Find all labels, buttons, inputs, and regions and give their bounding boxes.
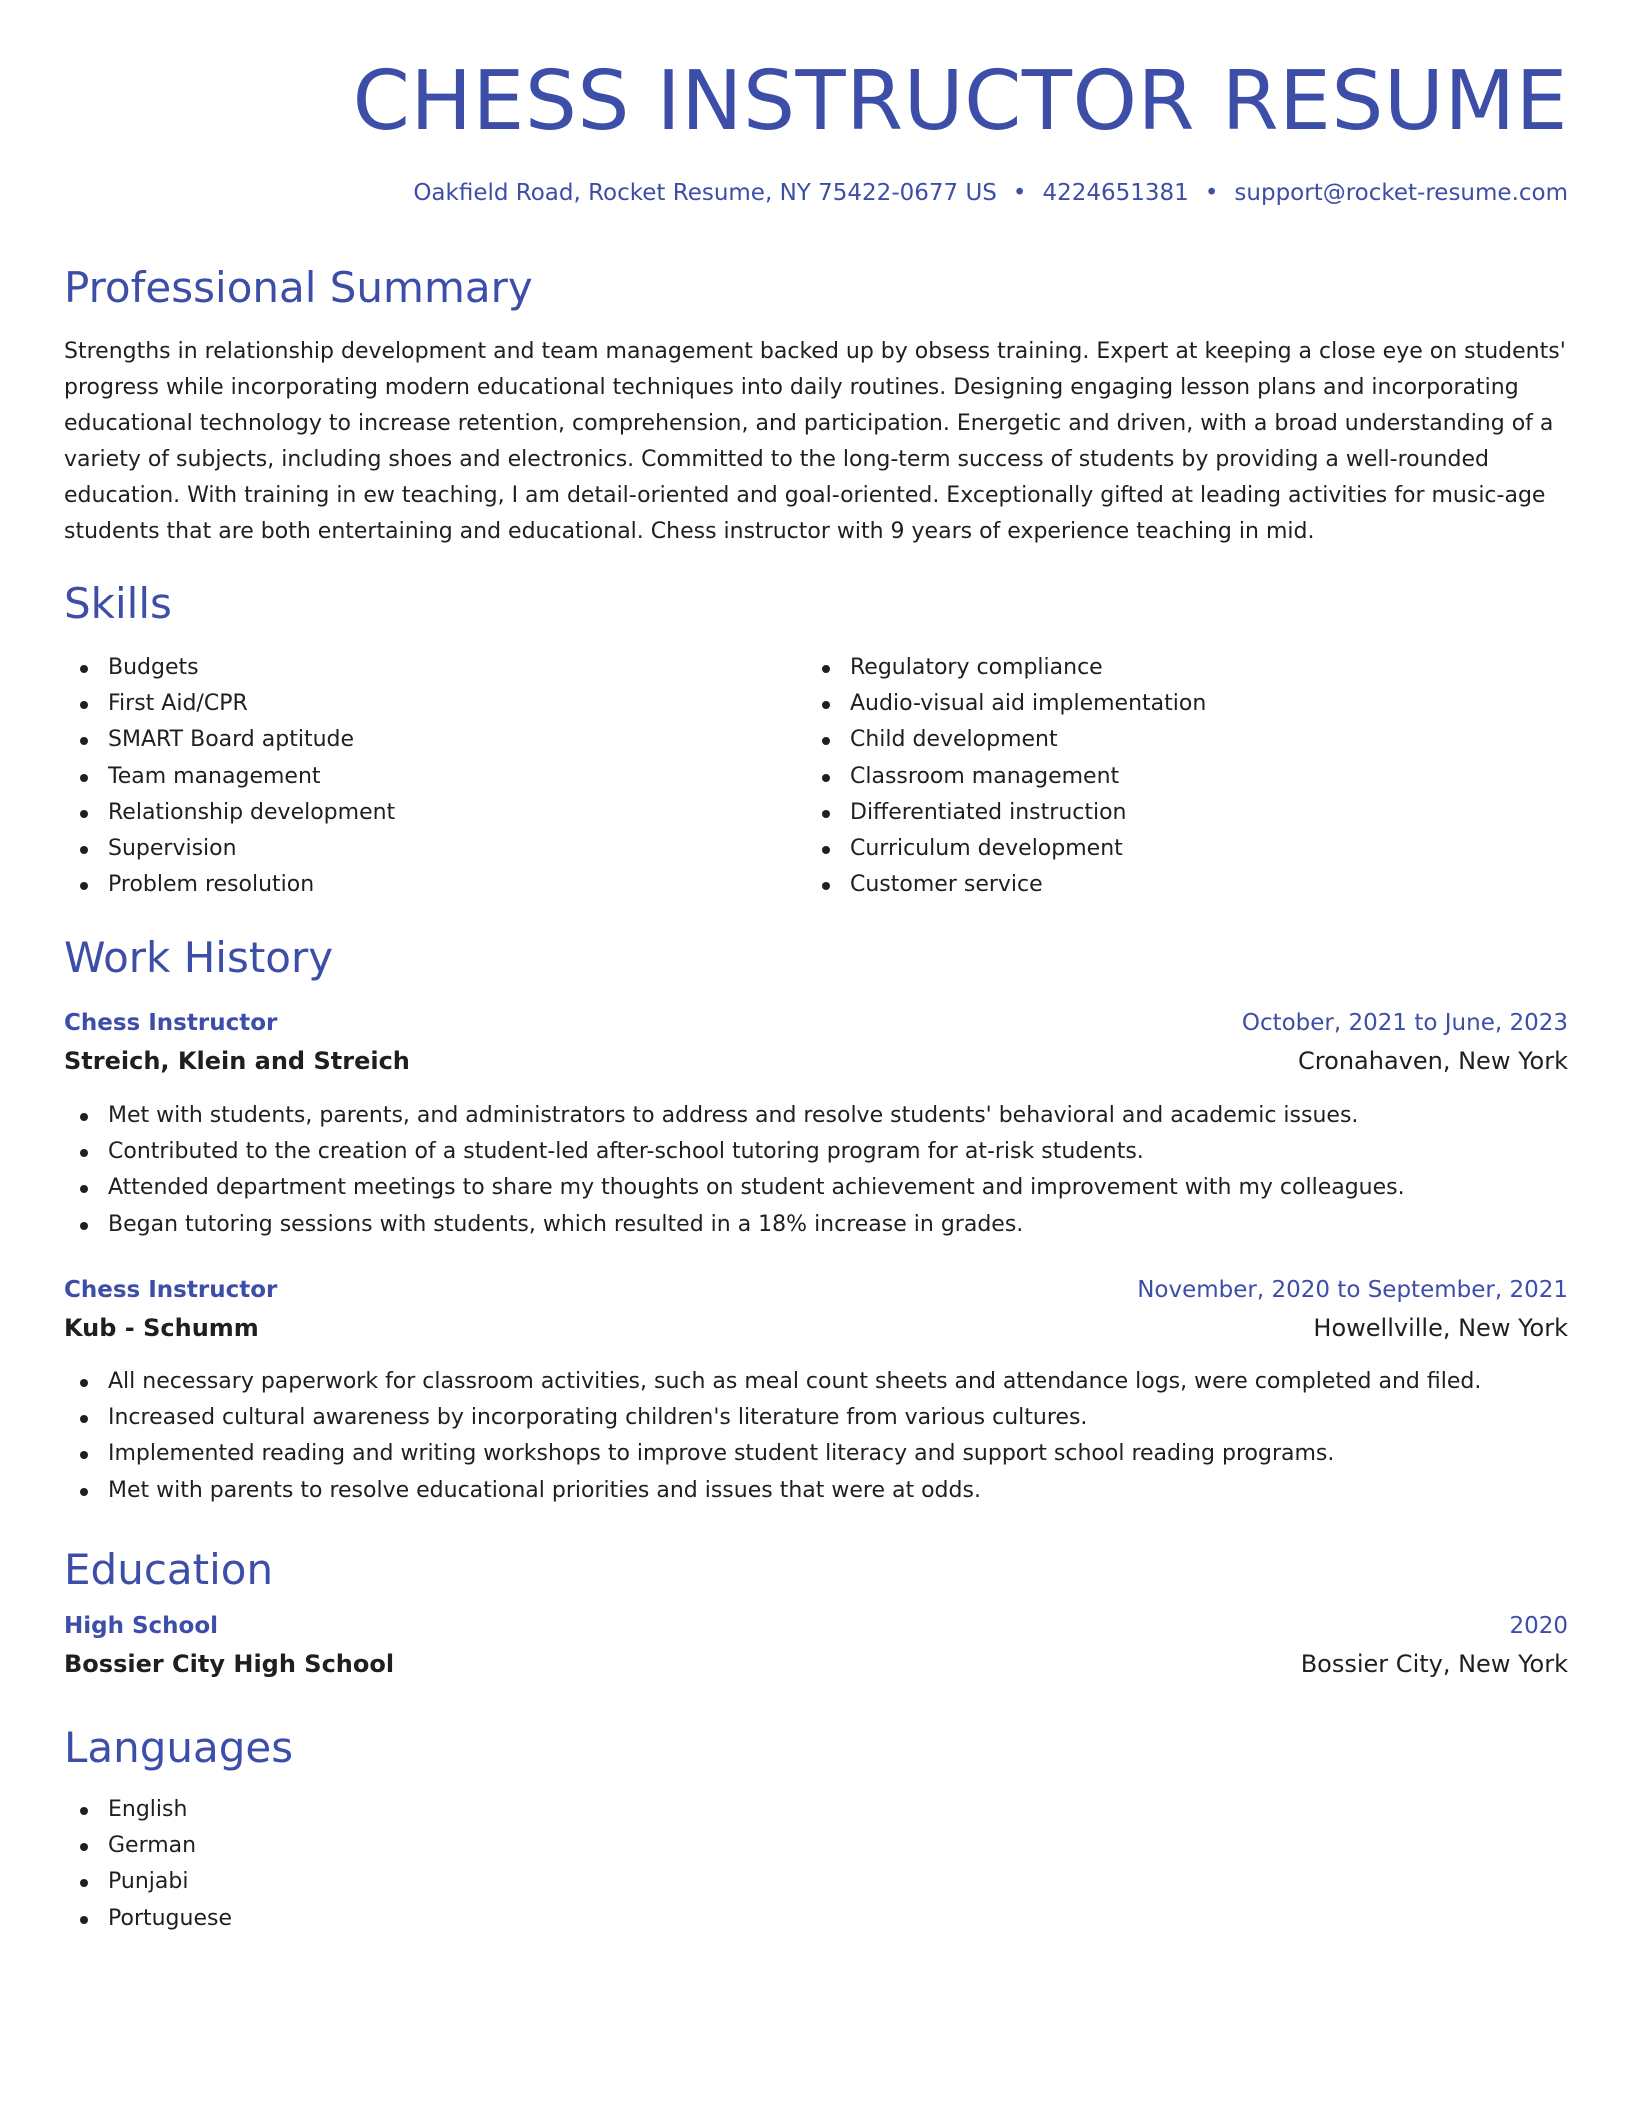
skills-list-right [806,650,1206,903]
job-duties [64,1364,1481,1509]
skill-item: Regulatory compliance [806,650,1206,686]
job-subheader [64,1312,1568,1344]
job-dates: October, 2021 to June, 2023 [1241,1010,1568,1036]
job-duty: Began tutoring sessions with students, which resulted in a 18% increase in grades. [64,1207,1405,1243]
contact-separator: • [1204,180,1219,206]
resume-page [64,0,1568,1931]
language-item: Portuguese [64,1901,232,1937]
summary-text: Strengths in relationship development and team management backed up by obsess training. Expert at keeping a close eye on students' progress while incorporating modern educational techniques into daily routines. Designing engaging lesson plans and incorporating educational technology to increase retention, comprehension, and participation. Energetic and driven, with a broad understanding of a variety of subjects, including shoes and electronics. Committed to the long-term success of students by providing a well-rounded education. With training in ew teaching, I am detail-oriented and goal-oriented. Exceptionally gifted at leading activities for music-age students that are both entertaining and educational. Chess instructor with 9 years of experience teaching in mid. [64,339,1566,544]
skills-heading: Skills [64,579,172,628]
job-duty: Increased cultural awareness by incorporating children's literature from various cultures. [64,1400,1481,1436]
language-item: German [64,1828,232,1864]
contact-line [413,178,1568,208]
language-item: English [64,1792,232,1828]
job-duty: Implemented reading and writing workshops to improve student literacy and support school reading programs. [64,1436,1481,1472]
resume-title: CHESS INSTRUCTOR RESUME [352,54,1568,149]
education-degree: High School [64,1613,219,1639]
skill-item: Audio-visual aid implementation [806,686,1206,722]
work-history-heading: Work History [64,933,334,982]
contact-address: Oakfield Road, Rocket Resume, NY 75422-0677 US [413,180,997,206]
job-duties [64,1098,1405,1243]
skill-item: First Aid/CPR [64,686,395,722]
skill-item: Relationship development [64,795,395,831]
education-heading: Education [64,1545,274,1594]
skill-item: Differentiated instruction [806,795,1206,831]
job-role: Chess Instructor [64,1277,278,1303]
contact-phone: 4224651381 [1042,180,1189,206]
education-subheader [64,1648,1568,1680]
job-location: Howellville, New York [1313,1314,1568,1342]
education-location: Bossier City, New York [1300,1650,1568,1678]
skill-item: Curriculum development [806,831,1206,867]
skills-list-left [64,650,395,903]
job-location: Cronahaven, New York [1298,1047,1568,1075]
skill-item: Customer service [806,867,1206,903]
job-header [64,1275,1568,1305]
education-school: Bossier City High School [64,1650,395,1678]
job-subheader [64,1045,1568,1077]
education-header [64,1611,1568,1641]
language-item: Punjabi [64,1864,232,1900]
job-duty: Attended department meetings to share my thoughts on student achievement and improvement with my colleagues. [64,1170,1405,1206]
education-year: 2020 [1509,1613,1568,1639]
languages-list [64,1792,232,1937]
skill-item: Problem resolution [64,867,395,903]
job-role: Chess Instructor [64,1010,278,1036]
skill-item: Child development [806,722,1206,758]
skill-item: Budgets [64,650,395,686]
summary-heading: Professional Summary [64,263,533,312]
skill-item: SMART Board aptitude [64,722,395,758]
job-dates: November, 2020 to September, 2021 [1137,1277,1568,1303]
contact-email: support@rocket-resume.com [1234,180,1568,206]
contact-separator: • [1012,180,1027,206]
job-duty: Contributed to the creation of a student-led after-school tutoring program for at-risk students. [64,1134,1405,1170]
skill-item: Team management [64,759,395,795]
languages-heading: Languages [64,1723,294,1772]
job-duty: Met with students, parents, and administrators to address and resolve students' behavioral and academic issues. [64,1098,1405,1134]
skill-item: Classroom management [806,759,1206,795]
job-company: Streich, Klein and Streich [64,1047,410,1075]
job-duty: Met with parents to resolve educational priorities and issues that were at odds. [64,1473,1481,1509]
skill-item: Supervision [64,831,395,867]
job-header [64,1008,1568,1038]
job-duty: All necessary paperwork for classroom activities, such as meal count sheets and attendance logs, were completed and filed. [64,1364,1481,1400]
job-company: Kub - Schumm [64,1314,259,1342]
